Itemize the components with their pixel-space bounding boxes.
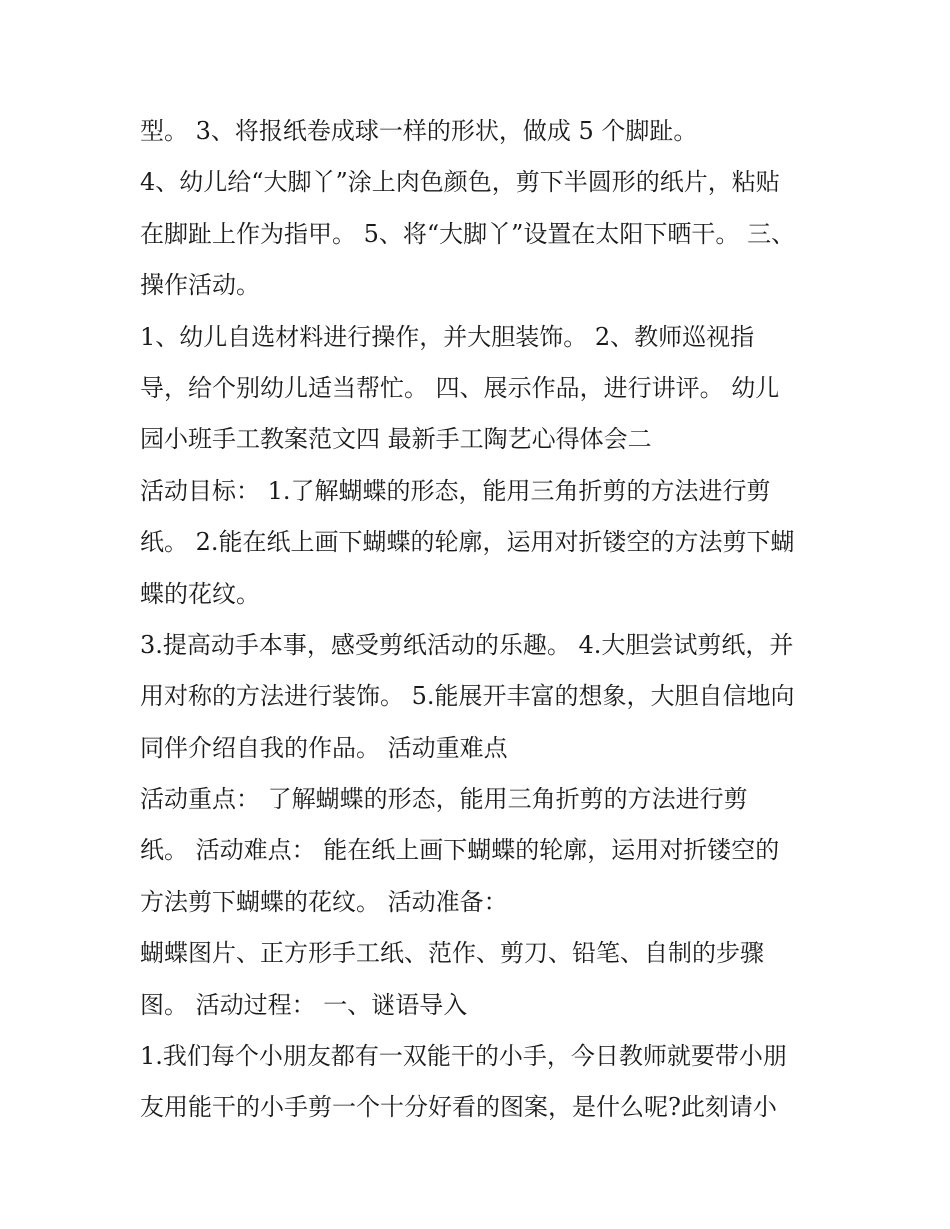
text-line: 导，给个别幼儿适当帮忙。 四、展示作品，进行讲评。 幼儿 bbox=[140, 373, 780, 402]
text-line: 蝴蝶图片、正方形手工纸、范作、剪刀、铅笔、自制的步骤 bbox=[140, 939, 764, 968]
text-line: 1.我们每个小朋友都有一双能干的小手，今日教师就要带小朋 bbox=[140, 1042, 787, 1071]
text-line: 纸。 活动难点： 能在纸上画下蝴蝶的轮廓，运用对折镂空的 bbox=[140, 836, 780, 865]
text-line: 蝶的花纹。 bbox=[140, 579, 260, 608]
text-line: 园小班手工教案范文四 最新手工陶艺心得体会二 bbox=[140, 425, 652, 454]
document-body bbox=[140, 106, 820, 1134]
text-line: 方法剪下蝴蝶的花纹。 活动准备： bbox=[140, 887, 508, 916]
text-line: 活动重点： 了解蝴蝶的形态，能用三角折剪的方法进行剪 bbox=[140, 785, 748, 814]
text-line: 同伴介绍自我的作品。 活动重难点 bbox=[140, 733, 508, 762]
text-line: 图。 活动过程： 一、谜语导入 bbox=[140, 990, 468, 1019]
text-line: 3.提高动手本事，感受剪纸活动的乐趣。 4.大胆尝试剪纸，并 bbox=[140, 630, 794, 659]
text-line: 活动目标： 1.了解蝴蝶的形态，能用三角折剪的方法进行剪 bbox=[140, 476, 771, 505]
text-line: 1、幼儿自选材料进行操作，并大胆装饰。 2、教师巡视指 bbox=[140, 322, 755, 351]
text-line: 在脚趾上作为指甲。 5、将“大脚丫”设置在太阳下晒干。 三、 bbox=[140, 219, 796, 248]
text-line: 型。 3、将报纸卷成球一样的形状，做成 5 个脚趾。 bbox=[140, 117, 698, 145]
text-line: 友用能干的小手剪一个十分好看的图案，是什么呢?此刻请小 bbox=[140, 1093, 777, 1122]
text-line: 操作活动。 bbox=[140, 271, 260, 300]
text-line: 纸。 2.能在纸上画下蝴蝶的轮廓，运用对折镂空的方法剪下蝴 bbox=[140, 528, 795, 557]
text-line: 4、幼儿给“大脚丫”涂上肉色颜色，剪下半圆形的纸片，粘贴 bbox=[140, 168, 780, 197]
text-line: 用对称的方法进行装饰。 5.能展开丰富的想象，大胆自信地向 bbox=[140, 682, 795, 711]
